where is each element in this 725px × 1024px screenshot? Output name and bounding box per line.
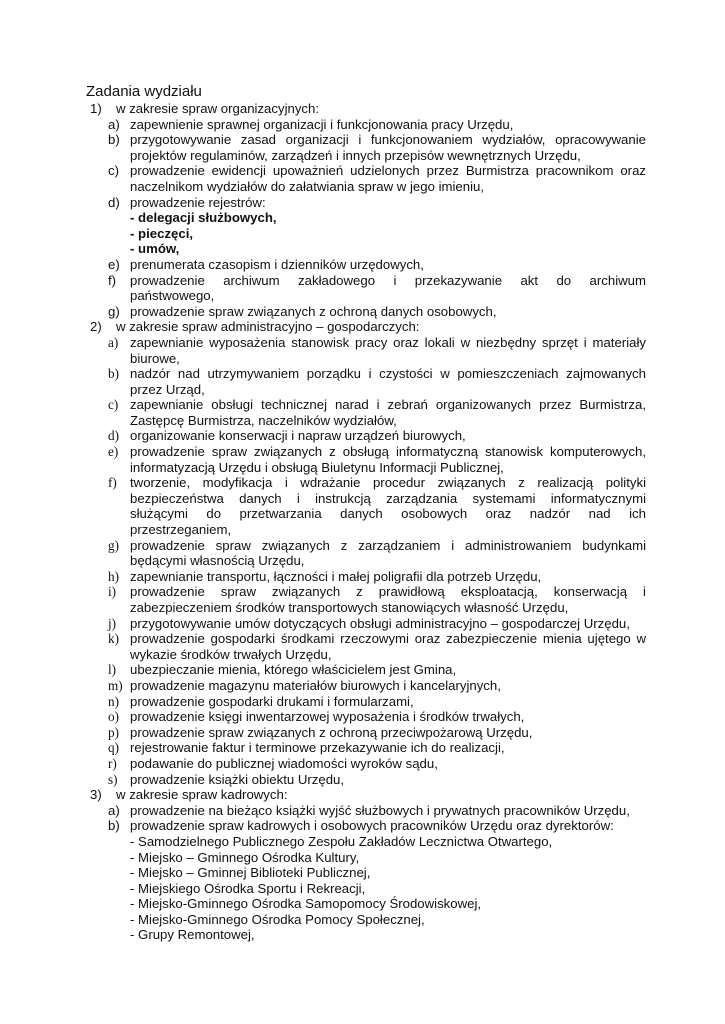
list-item [108, 569, 646, 585]
item-body [130, 273, 646, 304]
list-item [108, 117, 646, 133]
item-body [130, 756, 646, 772]
section-title: w zakresie spraw administracyjno – gospodarczych: [116, 319, 420, 335]
section-heading [86, 319, 646, 335]
list-item [108, 257, 646, 273]
item-body [130, 740, 646, 756]
item-line: bezpieczeństwa danych i instrukcją zarządzania systemami informatycznymi [130, 490, 646, 506]
item-line: prowadzenie spraw związanych z ochroną danych osobowych, [130, 303, 497, 319]
item-letter: a) [108, 116, 120, 132]
list-item [108, 584, 646, 615]
item-line: prowadzenie spraw kadrowych i osobowych pracowników Urzędu oraz dyrektorów: [130, 818, 614, 834]
list-item [108, 818, 646, 834]
item-body [130, 662, 646, 678]
list-item [108, 694, 646, 710]
item-letter: b) [108, 132, 120, 148]
list-item [108, 195, 646, 211]
list-item [108, 725, 646, 741]
item-line: informatyzacją Urzędu i obsługą Biuletynu Informacji Publicznej, [130, 459, 504, 475]
item-line: Zastępcę Burmistrza, naczelników wydziałów, [130, 412, 397, 428]
list-item [108, 428, 646, 444]
item-body [130, 678, 646, 694]
item-line: zapewnienie sprawnej organizacji i funkcjonowania pracy Urzędu, [130, 116, 514, 132]
item-line: prenumerata czasopism i dzienników urzędowych, [130, 256, 424, 272]
item-line: podawanie do publicznej wiadomości wyroków sądu, [130, 755, 438, 771]
item-line: prowadzenie księgi inwentarzowej wyposażenia i środków trwałych, [130, 709, 525, 725]
item-letter: q) [108, 740, 119, 756]
list-item [108, 616, 646, 632]
item-letter: l) [108, 662, 117, 678]
item-line: prowadzenie gospodarki środkami rzeczowymi oraz zabezpieczenie mienia ujętego w [130, 631, 646, 647]
item-body [130, 538, 646, 569]
item-body [130, 397, 646, 428]
item-line: tworzenie, modyfikacja i wdrażanie procedur związanych z realizacją polityki [130, 475, 646, 491]
section-number: 1) [90, 101, 102, 116]
item-letter: e) [108, 444, 119, 460]
item-body [130, 444, 646, 475]
sub-item: - umów, [130, 241, 180, 257]
sub-item: - delegacji służbowych, [130, 210, 277, 226]
item-letter: d) [108, 428, 119, 444]
item-line: zapewnianie obsługi technicznej narad i zebrań organizowanych przez Burmistrza, [130, 397, 646, 413]
item-body [130, 428, 646, 444]
item-letter: e) [108, 256, 120, 272]
item-body [130, 257, 646, 273]
section-number: 2) [90, 319, 102, 335]
item-body [130, 132, 646, 163]
item-body [130, 304, 646, 320]
section-heading [86, 787, 646, 803]
list-item [108, 678, 646, 694]
item-letter: c) [108, 397, 119, 413]
item-line: zabezpieczeniem środków transportowych stanowiących własność Urzędu, [130, 600, 569, 615]
item-line: prowadzenie książki obiektu Urzędu, [130, 771, 345, 787]
item-line: będącymi własnością Urzędu, [130, 553, 305, 569]
item-line: projektów regulaminów, zarządzeń i innych przepisów wewnętrznych Urzędu, [130, 147, 581, 163]
sub-item: - Samodzielnego Publicznego Zespołu Zakładów Lecznictwa Otwartego, [130, 833, 553, 849]
item-line: prowadzenie magazynu materiałów biurowych i kancelaryjnych, [130, 677, 501, 693]
item-letter: i) [108, 584, 117, 600]
section-title: w zakresie spraw organizacyjnych: [116, 101, 320, 116]
item-body [130, 366, 646, 397]
item-body [130, 772, 646, 788]
list-item [108, 444, 646, 475]
page-title: Zadania wydziału [86, 83, 202, 100]
item-letter: p) [108, 724, 119, 740]
list-item [108, 803, 646, 819]
item-line: prowadzenie gospodarki drukami i formularzami, [130, 693, 414, 709]
item-letter: g) [108, 537, 119, 553]
item-letter: a) [108, 334, 119, 350]
item-body [130, 631, 646, 662]
item-line: państwowego, [130, 288, 215, 304]
item-letter: a) [108, 802, 120, 818]
list-item [108, 304, 646, 320]
item-body [130, 569, 646, 585]
item-line: prowadzenie archiwum zakładowego i przekazywanie akt do archiwum [130, 272, 646, 288]
item-letter: j) [108, 615, 117, 631]
list-item [108, 538, 646, 569]
item-line: rejestrowanie faktur i terminowe przekazywanie ich do realizacji, [130, 740, 505, 756]
sub-item: - pieczęci, [130, 225, 194, 241]
item-body [130, 163, 646, 194]
item-letter: k) [108, 631, 119, 647]
item-body [130, 725, 646, 741]
item-letter: s) [108, 771, 118, 787]
list-item [108, 475, 646, 537]
list-item [108, 397, 646, 428]
item-body [130, 616, 646, 632]
item-body [130, 803, 646, 819]
item-letter: r) [108, 755, 117, 771]
item-letter: f) [108, 272, 117, 288]
item-line: służącymi do przetwarzania danych osobowych oraz nadzór nad ich [130, 506, 646, 522]
list-item [108, 740, 646, 756]
sub-item: - Miejsko-Gminnego Ośrodka Pomocy Społecznej, [130, 911, 425, 927]
item-line: prowadzenie spraw związanych z ochroną przeciwpożarową Urzędu, [130, 724, 533, 740]
list-item [108, 163, 646, 194]
item-letter: c) [108, 163, 119, 179]
item-line: zapewnianie wyposażenia stanowisk pracy oraz lokali w niezbędny sprzęt i materiały [130, 334, 646, 350]
item-line: wykazie środków trwałych Urzędu, [130, 646, 332, 662]
sub-item: - Grupy Remontowej, [130, 927, 255, 943]
item-line: biurowe, [130, 350, 180, 366]
list-item [108, 662, 646, 678]
item-body [130, 709, 646, 725]
item-line: nadzór nad utrzymywaniem porządku i czystości w pomieszczeniach zajmowanych [130, 366, 646, 382]
item-body [130, 195, 646, 211]
item-line: prowadzenie ewidencji upoważnień udzielonych przez Burmistrza pracownikom oraz [130, 163, 646, 179]
item-line: prowadzenie spraw związanych z prawidłową eksploatacją, konserwacją i [130, 584, 646, 600]
item-body [130, 475, 646, 537]
item-body [130, 117, 646, 133]
item-body [130, 818, 646, 834]
item-line: przestrzeganiem, [130, 522, 232, 538]
item-line: prowadzenie spraw związanych z zarządzaniem i administrowaniem budynkami [130, 537, 646, 553]
item-letter: o) [108, 709, 119, 725]
item-line: prowadzenie spraw związanych z obsługą informatyczną stanowisk komputerowych, [130, 444, 646, 460]
item-line: zapewnianie transportu, łączności i małej poligrafii dla potrzeb Urzędu, [130, 568, 542, 584]
item-letter: n) [108, 693, 119, 709]
list-item [108, 756, 646, 772]
list-item [108, 132, 646, 163]
list-item [108, 273, 646, 304]
section-number: 3) [90, 787, 102, 803]
item-line: przez Urząd, [130, 381, 205, 397]
item-body [130, 335, 646, 366]
sub-item: - Miejsko-Gminnego Ośrodka Samopomocy Środowiskowej, [130, 896, 482, 912]
item-line: ubezpieczanie mienia, którego właścicielem jest Gmina, [130, 662, 457, 678]
item-line: naczelnikom wydziałów do załatwiania spraw w jego imieniu, [130, 178, 485, 194]
item-line: organizowanie konserwacji i napraw urządzeń biurowych, [130, 428, 466, 444]
item-line: prowadzenie na bieżąco książki wyjść służbowych i prywatnych pracowników Urzędu, [130, 802, 630, 818]
sub-item: - Miejsko – Gminnej Biblioteki Publicznej, [130, 865, 371, 881]
section-heading [86, 101, 646, 117]
item-line: przygotowywanie zasad organizacji i funkcjonowaniem wydziałów, opracowywanie [130, 132, 646, 148]
list-item [108, 772, 646, 788]
sub-item: - Miejsko – Gminnego Ośrodka Kultury, [130, 849, 360, 865]
list-item [108, 335, 646, 366]
list-item [108, 709, 646, 725]
item-letter: h) [108, 568, 119, 584]
task-list [86, 101, 646, 943]
sub-item: - Miejskiego Ośrodka Sportu i Rekreacji, [130, 880, 366, 896]
list-item [108, 631, 646, 662]
item-line: przygotowywanie umów dotyczących obsługi administracyjno – gospodarczej Urzędu, [130, 615, 630, 631]
list-item [108, 366, 646, 397]
item-letter: b) [108, 818, 120, 834]
item-letter: m) [108, 677, 123, 693]
item-letter: b) [108, 366, 119, 382]
item-body [130, 584, 646, 615]
section-title: w zakresie spraw kadrowych: [116, 787, 288, 803]
item-line: prowadzenie rejestrów: [130, 194, 266, 210]
item-body [130, 694, 646, 710]
item-letter: d) [108, 194, 120, 210]
item-letter: f) [108, 475, 117, 491]
item-letter: g) [108, 303, 120, 319]
